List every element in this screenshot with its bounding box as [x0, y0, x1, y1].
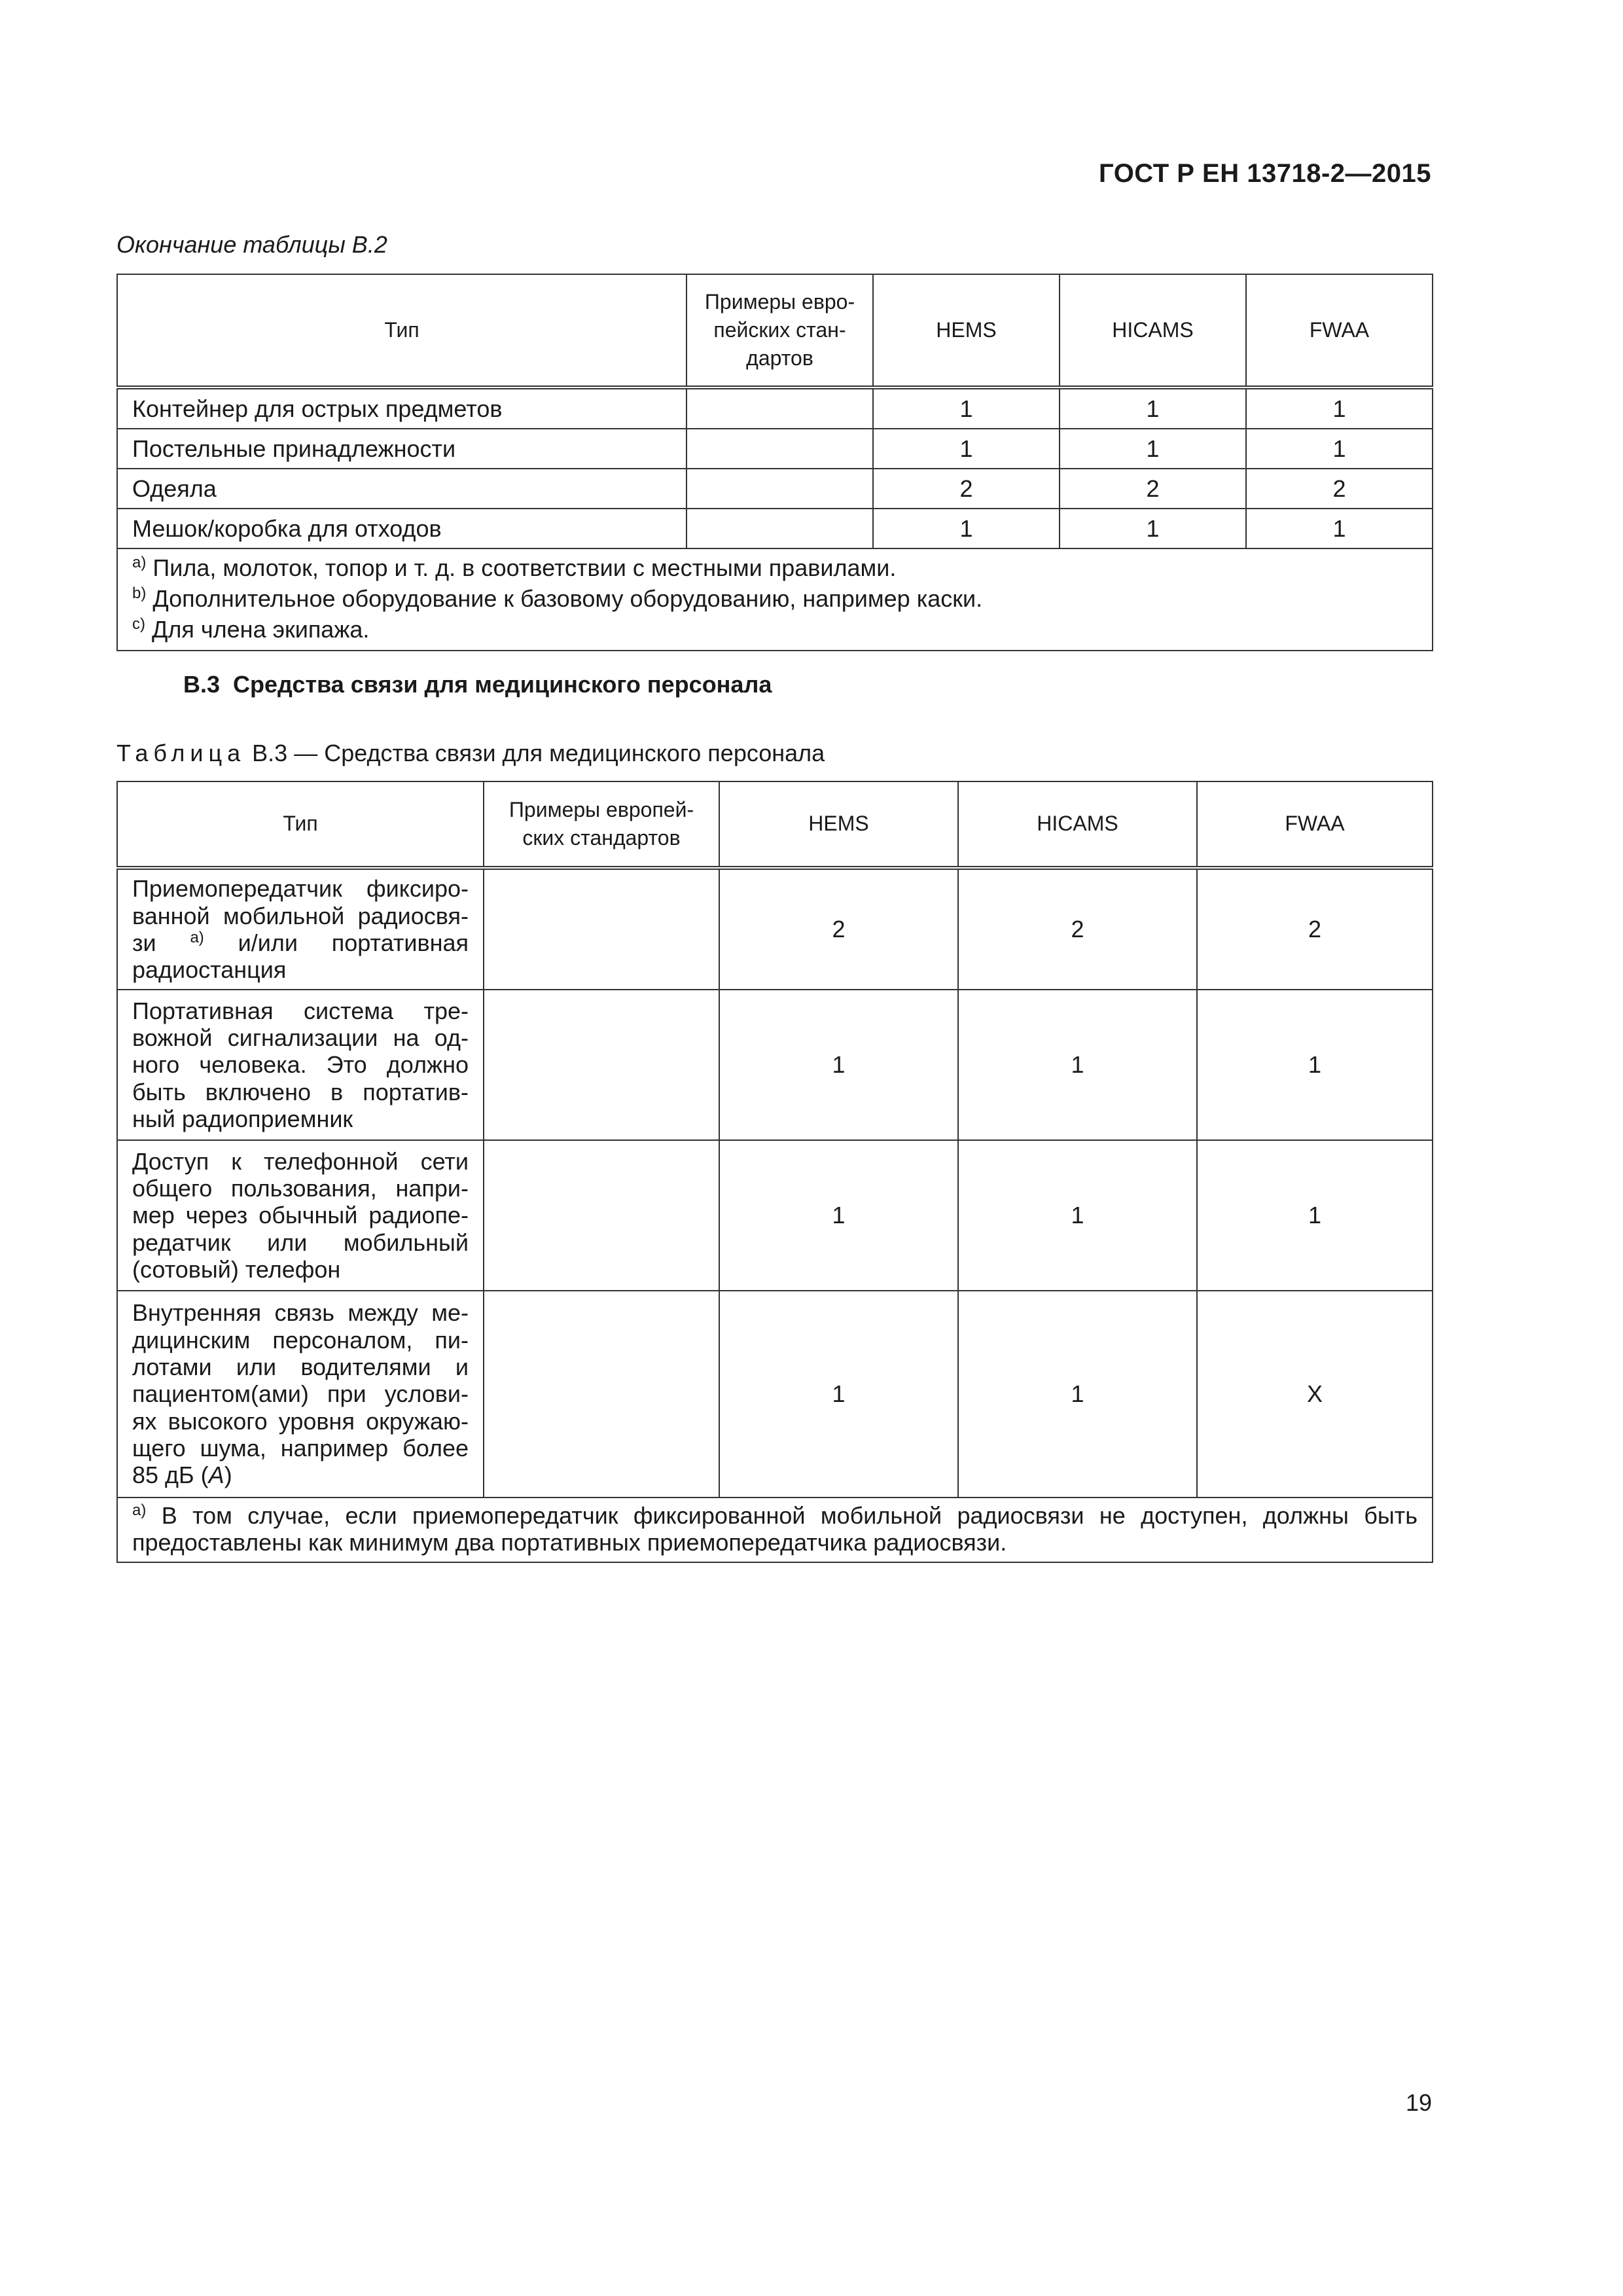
cell-fwaa: 1 [1197, 1140, 1433, 1291]
cell-hems: 2 [873, 469, 1060, 509]
cell-fwaa: 2 [1246, 469, 1433, 509]
cell-hems: 1 [873, 509, 1060, 548]
cell-hems: 1 [719, 990, 958, 1140]
header-examples [687, 274, 873, 387]
cell-hems: 1 [873, 429, 1060, 469]
header-hicams: HICAMS [958, 781, 1197, 868]
table-b2-caption: Окончание таблицы В.2 [116, 231, 387, 258]
cell-examples [484, 868, 719, 990]
header-examples-line: Примеры евро- [704, 289, 855, 314]
section-number: В.3 [183, 671, 221, 698]
footnote-text: Дополнительное оборудование к базовому оборудованию, например каски. [152, 584, 983, 612]
cell-hicams: 2 [1060, 469, 1246, 509]
table-row [117, 1140, 1433, 1291]
table-b3-caption [116, 740, 825, 767]
cell-type [117, 1291, 484, 1498]
table-row [117, 990, 1433, 1140]
cell-type: Контейнер для острых предметов [117, 387, 687, 429]
footnote-mark: a) [190, 929, 204, 946]
cell-hicams: 1 [1060, 509, 1246, 548]
table-notes [117, 548, 1433, 651]
cell-type [117, 1140, 484, 1291]
footnote-mark: c) [132, 615, 145, 633]
cell-type [117, 868, 484, 990]
table-caption-label: Таблица [116, 740, 246, 766]
header-type: Тип [117, 781, 484, 868]
cell-examples [484, 1291, 719, 1498]
header-examples-line: дартов [746, 346, 813, 370]
cell-fwaa: 1 [1246, 429, 1433, 469]
cell-type [117, 990, 484, 1140]
table-row [117, 868, 1433, 990]
footnote-text: Пила, молоток, топор и т. д. в соответствии с местными правилами. [152, 554, 897, 581]
header-examples-line: ских стандартов [522, 826, 681, 850]
cell-hicams: 1 [958, 990, 1197, 1140]
document-id: ГОСТ Р ЕН 13718-2—2015 [1099, 159, 1431, 188]
table-caption-title: — Средства связи для медицинского персонала [294, 740, 825, 766]
table-b2 [116, 274, 1433, 651]
table-row [117, 429, 1433, 469]
footnote-mark: a) [132, 554, 147, 571]
cell-fwaa: 1 [1246, 387, 1433, 429]
cell-hicams: 1 [958, 1291, 1197, 1498]
cell-hicams: 1 [1060, 429, 1246, 469]
cell-type-text: Доступ к телефонной сети общего пользования, напри-мер через обычный радиопе-редатчик или мобильный (сотовый) телефон [132, 1147, 469, 1283]
cell-hicams: 1 [958, 1140, 1197, 1291]
cell-hems: 1 [719, 1140, 958, 1291]
cell-hems: 2 [719, 868, 958, 990]
header-fwaa: FWAA [1197, 781, 1433, 868]
header-hems: HEMS [873, 274, 1060, 387]
table-notes-row [117, 1498, 1433, 1562]
cell-hicams: 1 [1060, 387, 1246, 429]
footnote [132, 553, 1418, 584]
cell-fwaa: 2 [1197, 868, 1433, 990]
section-title: Средства связи для медицинского персонала [233, 671, 772, 698]
table-row [117, 387, 1433, 429]
cell-examples [687, 429, 873, 469]
section-heading [183, 671, 772, 698]
footnote-text: В том случае, если приемопередатчик фиксированной мобильной радиосвязи не доступен, должны быть предоставлены как минимум два портативных приемопередатчика радиосвязи. [132, 1502, 1418, 1556]
cell-type-text: Приемопередатчик фиксиро-ванной мобильной радиосвя-зи [132, 875, 469, 956]
table-b3 [116, 781, 1433, 1563]
cell-type-text: Внутренняя связь между ме-дицинским персоналом, пи-лотами или водителями и пациентом(ами) при услови-ях высокого уровня окружаю-щего шума, например более 85 дБ ( [132, 1299, 469, 1489]
cell-type-unit: A) [208, 1462, 232, 1489]
cell-fwaa: 1 [1246, 509, 1433, 548]
cell-fwaa: X [1197, 1291, 1433, 1498]
cell-fwaa: 1 [1197, 990, 1433, 1140]
footnote [132, 615, 1418, 645]
header-hems: HEMS [719, 781, 958, 868]
header-examples [484, 781, 719, 868]
footnote-mark: a) [132, 1501, 147, 1519]
footnote-mark: b) [132, 584, 147, 602]
cell-type: Мешок/коробка для отходов [117, 509, 687, 548]
footnote-text: Для члена экипажа. [152, 615, 370, 643]
cell-type-text: и/или портативная радиостанция [132, 929, 469, 984]
cell-type: Одеяла [117, 469, 687, 509]
cell-examples [687, 387, 873, 429]
table-row [117, 469, 1433, 509]
footnote [132, 584, 1418, 615]
cell-examples [687, 469, 873, 509]
cell-examples [687, 509, 873, 548]
header-examples-line: Примеры европей- [508, 797, 694, 821]
header-fwaa: FWAA [1246, 274, 1433, 387]
table-caption-number: В.3 [252, 740, 288, 766]
header-hicams: HICAMS [1060, 274, 1246, 387]
table-row [117, 509, 1433, 548]
cell-type-text: Портативная система тре-вожной сигнализации на од-ного человека. Это должно быть включено в портатив-ный радиоприемник [132, 997, 469, 1133]
table-notes [117, 1498, 1433, 1562]
cell-examples [484, 1140, 719, 1291]
header-type: Тип [117, 274, 687, 387]
cell-type: Постельные принадлежности [117, 429, 687, 469]
cell-examples [484, 990, 719, 1140]
table-notes-row [117, 548, 1433, 651]
cell-hems: 1 [719, 1291, 958, 1498]
page-number: 19 [1405, 2089, 1432, 2116]
header-examples-line: пейских стан- [713, 317, 846, 342]
cell-hems: 1 [873, 387, 1060, 429]
cell-hicams: 2 [958, 868, 1197, 990]
table-row [117, 1291, 1433, 1498]
